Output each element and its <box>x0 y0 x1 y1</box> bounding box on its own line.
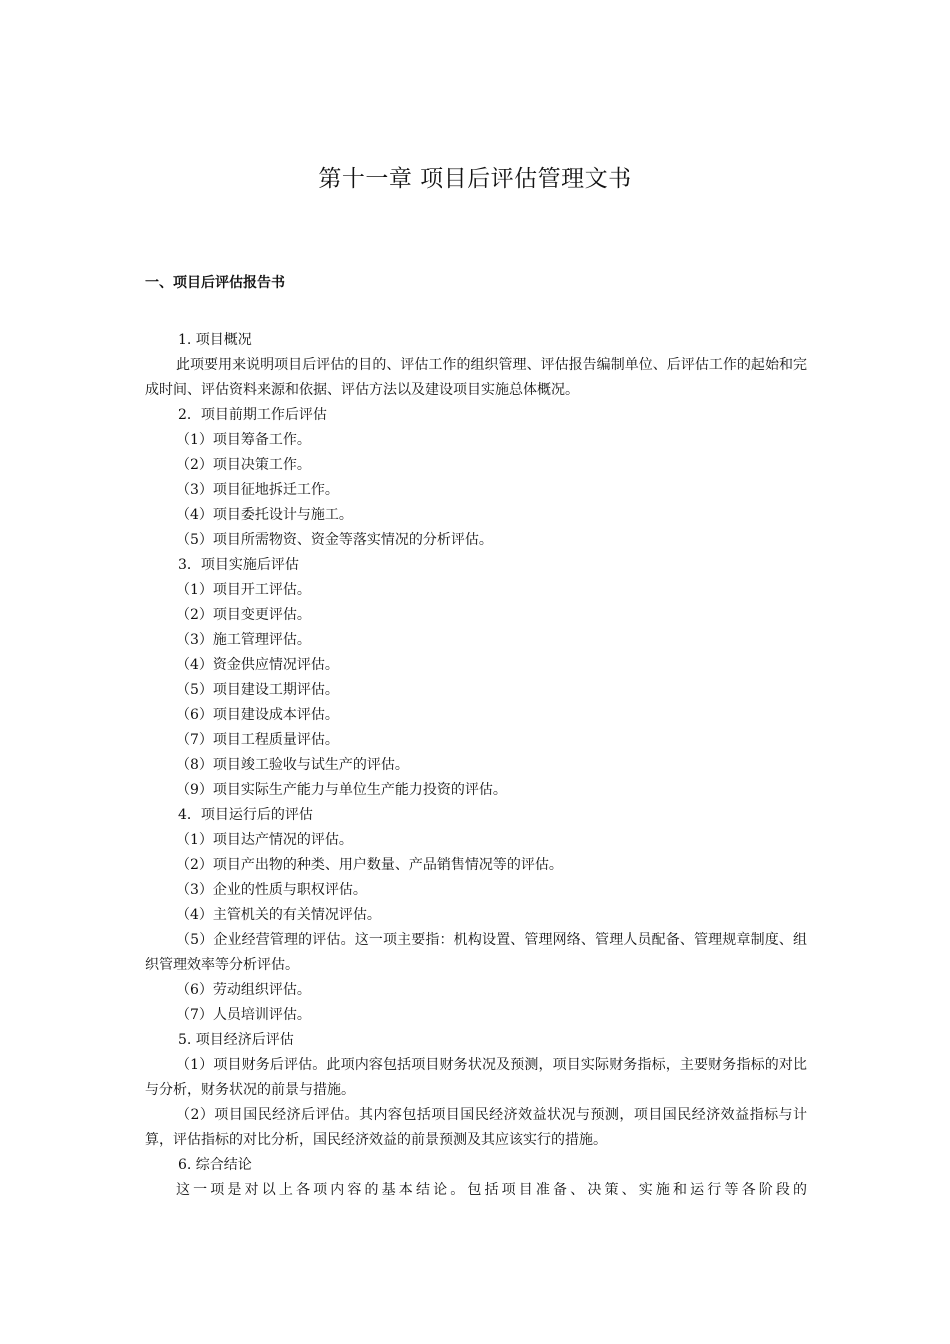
list-item: （7）人员培训评估。 <box>176 1007 311 1023</box>
list-item: （4）主管机关的有关情况评估。 <box>176 907 381 923</box>
list-item: （2）项目国民经济后评估。其内容包括项目国民经济效益状况与预测，项目国民经济效益指标与计算，评估指标的对比分析，国民经济效益的前景预测及其应该实行的措施。 <box>145 1107 807 1148</box>
list-item: （1）项目财务后评估。此项内容包括项目财务状况及预测，项目实际财务指标，主要财务指标的对比与分析，财务状况的前景与措施。 <box>145 1057 807 1098</box>
list-item: （5）项目所需物资、资金等落实情况的分析评估。 <box>176 532 493 548</box>
chapter-title: 第十一章 项目后评估管理文书 <box>318 166 632 192</box>
paragraph: 此项要用来说明项目后评估的目的、评估工作的组织管理、评估报告编制单位、后评估工作的起始和完成时间、评估资料来源和依据、评估方法以及建设项目实施总体概况。 <box>145 357 807 398</box>
item-heading: 5. 项目经济后评估 <box>178 1032 294 1048</box>
list-item: （1）项目开工评估。 <box>176 582 311 598</box>
list-item: （8）项目竣工验收与试生产的评估。 <box>176 757 409 773</box>
item-heading: 1. 项目概况 <box>178 332 252 348</box>
list-item: （7）项目工程质量评估。 <box>176 732 339 748</box>
document-body <box>145 328 807 1203</box>
list-item: （4）项目委托设计与施工。 <box>176 507 353 523</box>
list-item: （2）项目产出物的种类、用户数量、产品销售情况等的评估。 <box>176 857 563 873</box>
list-item: （3）项目征地拆迁工作。 <box>176 482 339 498</box>
list-item: （5）企业经营管理的评估。这一项主要指：机构设置、管理网络、管理人员配备、管理规章制度、组织管理效率等分析评估。 <box>145 932 807 973</box>
list-item: （5）项目建设工期评估。 <box>176 682 339 698</box>
item-heading: 2．项目前期工作后评估 <box>178 407 327 423</box>
list-item: （1）项目达产情况的评估。 <box>176 832 353 848</box>
item-heading: 4．项目运行后的评估 <box>178 807 313 823</box>
list-item: （6）劳动组织评估。 <box>176 982 311 998</box>
paragraph: 这一项是对以上各项内容的基本结论。包括项目准备、决策、实施和运行等各阶段的 <box>176 1182 807 1198</box>
list-item: （2）项目决策工作。 <box>176 457 311 473</box>
item-heading: 3．项目实施后评估 <box>178 557 299 573</box>
list-item: （3）施工管理评估。 <box>176 632 311 648</box>
list-item: （6）项目建设成本评估。 <box>176 707 339 723</box>
list-item: （1）项目筹备工作。 <box>176 432 311 448</box>
list-item: （9）项目实际生产能力与单位生产能力投资的评估。 <box>176 782 507 798</box>
section-heading: 一、项目后评估报告书 <box>145 275 285 291</box>
list-item: （4）资金供应情况评估。 <box>176 657 339 673</box>
item-heading: 6. 综合结论 <box>178 1157 252 1173</box>
list-item: （3）企业的性质与职权评估。 <box>176 882 367 898</box>
list-item: （2）项目变更评估。 <box>176 607 311 623</box>
